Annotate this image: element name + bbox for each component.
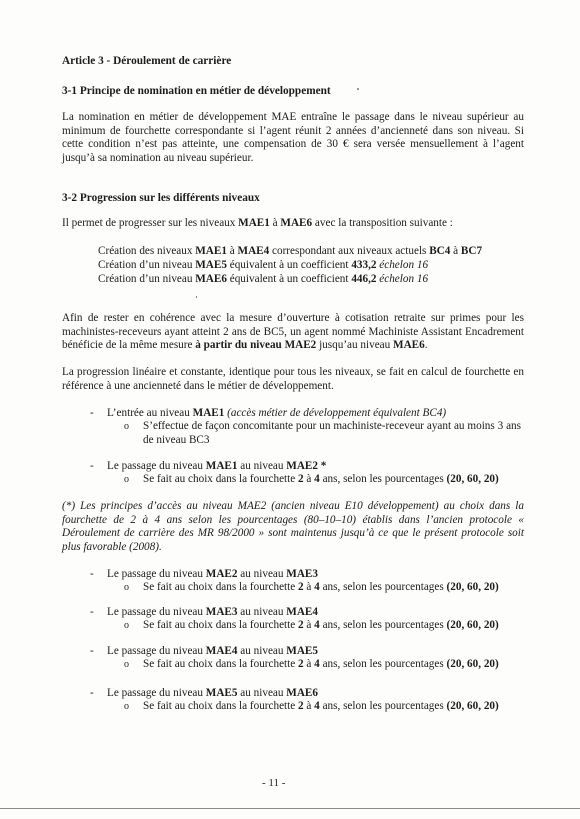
bullet-circle: o	[124, 582, 129, 593]
bullet-circle: o	[124, 659, 129, 670]
section-3-1-title: 3-1 Principe de nomination en métier de développement	[62, 85, 331, 97]
scan-speck	[196, 296, 197, 298]
passage-mae5-mae6: Le passage du niveau MAE5 au niveau MAE6	[107, 687, 318, 699]
passage-mae1-mae2: Le passage du niveau MAE1 au niveau MAE2 *	[107, 460, 327, 472]
bullet-circle: o	[124, 701, 129, 712]
passage-mae3-mae4-sub: Se fait au choix dans la fourchette 2 à 4 ans, selon les pourcentages (20, 60, 20)	[143, 619, 499, 631]
bullet-dash: -	[90, 687, 94, 699]
page-number: - 11 -	[262, 777, 286, 789]
footnote-paragraph: (*) Les principes d’accès au niveau MAE2 (ancien niveau E10 développement) au choix dans la fourchette de 2 à 4 ans selon les pourcentages (80–10–10) établis dans l’ancien protocole « Déroulement de carrière des MR 98/2000 » sont maintenus jusqu’à ce que le présent protocole soit plus favorable (2008).	[62, 500, 524, 553]
passage-mae4-mae5: Le passage du niveau MAE4 au niveau MAE5	[107, 645, 318, 657]
retirement-paragraph: Afin de rester en cohérence avec la mesure d’ouverture à cotisation retraite sur primes pour les machinistes-receveurs ayant atteint 2 ans de BC5, un agent nommé Machiniste Assistant Encadrement bénéficie de la même mesure à partir du niveau MAE2 jusqu’au niveau MAE6.	[62, 312, 524, 352]
passage-mae2-mae3: Le passage du niveau MAE2 au niveau MAE3	[107, 568, 318, 580]
article-title: Article 3 - Déroulement de carrière	[62, 55, 232, 67]
passage-mae2-mae3-sub: Se fait au choix dans la fourchette 2 à 4 ans, selon les pourcentages (20, 60, 20)	[143, 581, 499, 593]
creation-line-3: Création d’un niveau MAE6 équivalent à un coefficient 446,2 échelon 16	[98, 273, 429, 285]
section-3-2-intro: Il permet de progresser sur les niveaux MAE1 à MAE6 avec la transposition suivante :	[62, 217, 453, 229]
passage-mae4-mae5-sub: Se fait au choix dans la fourchette 2 à 4 ans, selon les pourcentages (20, 60, 20)	[143, 658, 499, 670]
bullet-circle: o	[124, 474, 129, 485]
passage-mae5-mae6-sub: Se fait au choix dans la fourchette 2 à 4 ans, selon les pourcentages (20, 60, 20)	[143, 700, 499, 712]
bullet-dash: -	[90, 460, 94, 472]
creation-line-1: Création des niveaux MAE1 à MAE4 correspondant aux niveaux actuels BC4 à BC7	[98, 245, 483, 257]
progression-paragraph: La progression linéaire et constante, identique pour tous les niveaux, se fait en calcul de fourchette en référence à une ancienneté dans le métier de développement.	[62, 366, 524, 392]
section-3-2-title: 3-2 Progression sur les différents niveaux	[62, 192, 260, 204]
passage-mae1-mae2-sub: Se fait au choix dans la fourchette 2 à 4 ans, selon les pourcentages (20, 60, 20)	[143, 473, 499, 485]
section-3-1-paragraph: La nomination en métier de développement MAE entraîne le passage dans le niveau supérieur au minimum de fourchette correspondante si l’agent réunit 2 années d’ancienneté dans son niveau. Si cette condition n’est pas atteinte, une compensation de 30 € sera versée mensuellement à l’agent jusqu’à sa nomination au niveau supérieur.	[62, 111, 524, 164]
bullet-dash: -	[90, 568, 94, 580]
bullet-circle: o	[124, 620, 129, 631]
bullet-circle: o	[124, 421, 129, 432]
entry-mae1-sub: S’effectue de façon concomitante pour un machiniste-receveur ayant au moins 3 ans de niveau BC3	[143, 420, 521, 446]
bullet-dash: -	[90, 606, 94, 618]
scan-edge-line	[0, 808, 580, 809]
creation-line-2: Création d’un niveau MAE5 équivalent à un coefficient 433,2 échelon 16	[98, 259, 429, 271]
bullet-dash: -	[90, 645, 94, 657]
entry-mae1-line: L’entrée au niveau MAE1 (accès métier de développement équivalent BC4)	[107, 407, 447, 419]
passage-mae3-mae4: Le passage du niveau MAE3 au niveau MAE4	[107, 606, 318, 618]
scan-speck	[357, 88, 359, 90]
bullet-dash: -	[90, 407, 94, 419]
